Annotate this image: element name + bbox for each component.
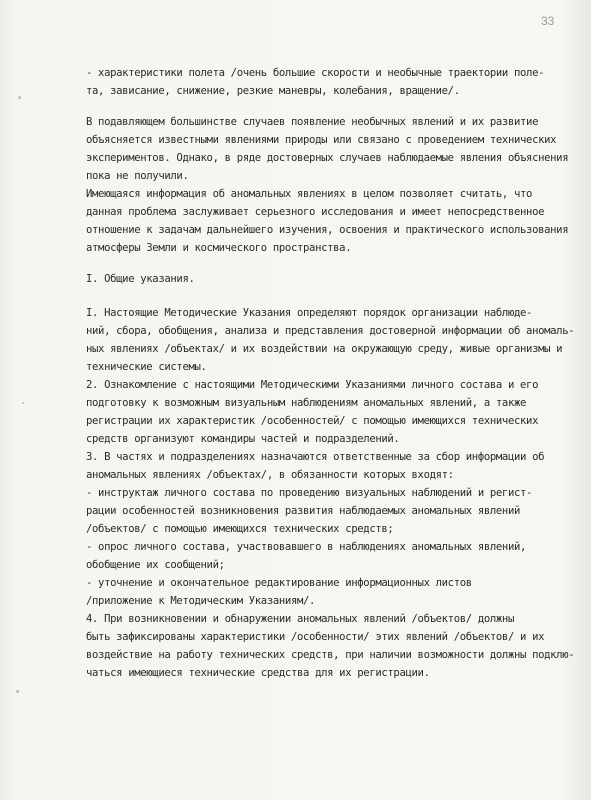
text-line: регистрации их характеристик /особенностей/ с помощью имеющихся технических: [86, 415, 539, 427]
text-line: - инструктаж личного состава по проведению визуальных наблюдений и регист-: [86, 487, 533, 499]
text-line: аномальных явлениях /объектах/, в обязанности которых входят:: [86, 469, 454, 481]
text-line: данная проблема заслуживает серьезного исследования и имеет непосредственное: [86, 206, 545, 218]
text-line: обобщение их сообщений;: [86, 559, 225, 571]
section-heading: [86, 270, 556, 288]
text-line: та, зависание, снижение, резкие маневры, колебания, вращение/.: [86, 85, 460, 97]
text-line: технические системы.: [86, 361, 207, 373]
text-line: Имеющаяся информация об аномальных явлениях в целом позволяет считать, что: [86, 188, 533, 200]
paragraph-research-importance: [86, 185, 569, 257]
text-line: - уточнение и окончательное редактирование информационных листов: [86, 577, 472, 589]
scan-speck: [22, 402, 24, 404]
text-line: I. Настоящие Методические Указания определяют порядок организации наблюде-: [86, 307, 533, 319]
text-line: ний, сбора, обобщения, анализа и представления достоверной информации об аномаль-: [86, 325, 575, 337]
text-line: /объектов/ с помощью имеющихся технических средств;: [86, 523, 394, 535]
scan-speck: [16, 690, 19, 693]
text-line: - опрос личного состава, участвовавшего в наблюдениях аномальных явлений,: [86, 541, 527, 553]
text-line: средств организуют командиры частей и подразделений.: [86, 433, 400, 445]
section-title: I. Общие указания.: [86, 273, 195, 285]
text-line: 2. Ознакомление с настоящими Методическими Указаниями личного состава и его: [86, 379, 539, 391]
text-line: - характеристики полета /очень большие скорости и необычные траектории поле-: [86, 67, 545, 79]
page-number: 33: [541, 14, 555, 28]
paragraph-flight-characteristics: [86, 64, 556, 100]
text-line: ных явлениях /объектах/ и их воздействии на окружающую среду, живые организмы и: [86, 343, 563, 355]
text-line: /приложение к Методическим Указаниям/.: [86, 595, 316, 607]
text-line: 3. В частях и подразделениях назначаются ответственные за сбор информации об: [86, 451, 545, 463]
text-line: быть зафиксированы характеристики /особенности/ этих явлений /объектов/ и их: [86, 631, 545, 643]
text-line: подготовку к возможным визуальным наблюдениям аномальных явлений, а также: [86, 397, 527, 409]
text-line: воздействие на работу технических средств, при наличии возможности должны подклю-: [86, 649, 575, 661]
text-line: объясняется известными явлениями природы или связано с проведением технических: [86, 134, 557, 146]
paragraph-explanation: [86, 113, 569, 185]
text-line: В подавляющем большинстве случаев появление необычных явлений и их развитие: [86, 116, 539, 128]
text-line: атмосферы Земли и космического пространства.: [86, 242, 352, 254]
paragraph-numbered-items: [86, 304, 575, 682]
text-line: рации особенностей возникновения развития наблюдаемых аномальных явлений: [86, 505, 521, 517]
text-line: экспериментов. Однако, в ряде достоверных случаев наблюдаемые явления объяснения: [86, 152, 569, 164]
text-line: 4. При возникновении и обнаружении аномальных явлений /объектов/ должны: [86, 613, 514, 625]
scan-speck: [18, 96, 21, 99]
text-line: отношение к задачам дальнейшего изучения, освоения и практического использования: [86, 224, 569, 236]
text-line: пока не получили.: [86, 170, 189, 182]
text-line: чаться имеющиеся технические средства для их регистрации.: [86, 667, 430, 679]
